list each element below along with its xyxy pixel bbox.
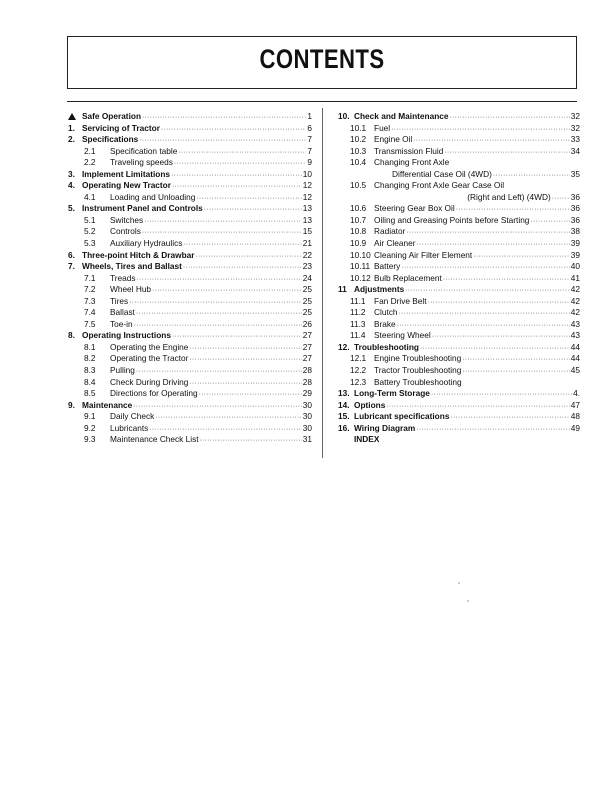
toc-entry-page: 9 (307, 157, 312, 168)
toc-entry-label: Controls (110, 226, 141, 237)
toc-entry-label: Wiring Diagram (354, 422, 416, 433)
toc-entry-label: Engine Troubleshooting (374, 353, 462, 364)
toc-entry-page: 36 (570, 203, 580, 214)
toc-entry-label: Auxiliary Hydraulics (110, 238, 183, 249)
toc-entry (68, 411, 312, 423)
toc-entry-label: Traveling speeds (110, 157, 173, 168)
toc-entry-label: Operating the Tractor (110, 353, 189, 364)
toc-entry-number: 9. (68, 399, 75, 410)
toc-entry-label: Differential Case Oil (4WD) (392, 168, 492, 179)
toc-entry-label: Three-point Hitch & Drawbar (82, 249, 195, 260)
toc-entry-number: 10.7 (350, 214, 367, 225)
toc-entry-number: 10.1 (350, 122, 367, 133)
toc-entry-label: Fan Drive Belt (374, 295, 427, 306)
toc-entry-page: 30 (302, 399, 312, 410)
toc-entry-number: 11 (338, 284, 347, 295)
toc-entry-page: 48 (570, 411, 580, 422)
toc-entry-page: 25 (302, 307, 312, 318)
toc-entry-number: 7.2 (84, 284, 96, 295)
toc-entry (68, 353, 312, 365)
toc-entry (68, 342, 312, 354)
toc-entry-page: 35 (570, 168, 580, 179)
toc-entry-label: Implement Limitations (82, 168, 171, 179)
toc-entry-page: 45 (570, 365, 580, 376)
toc-entry-label: Brake (374, 318, 396, 329)
toc-entry-number: 2.1 (84, 145, 96, 156)
toc-entry (68, 273, 312, 285)
toc-entry (338, 250, 580, 262)
toc-entry (68, 226, 312, 238)
toc-entry-number: 8.1 (84, 341, 96, 352)
toc-entry-page: 7 (307, 134, 312, 145)
toc-entry (338, 111, 580, 123)
toc-entry-label: Tractor Troubleshooting (374, 365, 462, 376)
toc-entry-number: 7. (68, 261, 75, 272)
toc-entry (338, 400, 580, 412)
toc-entry-page: 33 (570, 134, 580, 145)
toc-entry-label: Maintenance Check List (110, 434, 199, 445)
toc-entry-number: 14. (338, 399, 350, 410)
toc-entry-page: 21 (302, 238, 312, 249)
toc-entry (338, 388, 580, 400)
toc-entry (338, 180, 580, 192)
toc-entry-label: Battery (374, 261, 401, 272)
toc-entry-page: 49 (570, 422, 580, 433)
toc-entry-page: 36 (570, 214, 580, 225)
toc-entry-page: 39 (570, 249, 580, 260)
toc-entry-page: 15 (302, 226, 312, 237)
toc-entry-page: 28 (302, 376, 312, 387)
toc-entry-number: 1. (68, 122, 75, 133)
toc-entry (68, 261, 312, 273)
toc-entry (68, 238, 312, 250)
toc-entry (338, 146, 580, 158)
toc-entry (338, 273, 580, 285)
toc-entry-number: 11.3 (350, 318, 366, 329)
toc-entry-number: 10.6 (350, 203, 367, 214)
toc-entry (68, 365, 312, 377)
toc-entry-number: 5.3 (84, 238, 96, 249)
toc-entry-label: Cleaning Air Filter Element (374, 249, 473, 260)
toc-entry (338, 261, 580, 273)
toc-entry (68, 284, 312, 296)
toc-entry (68, 307, 312, 319)
toc-entry-number: 2. (68, 134, 75, 145)
toc-entry-page: 44 (570, 341, 580, 352)
toc-entry-page: 43 (570, 330, 580, 341)
toc-entry (68, 157, 312, 169)
toc-entry-number: 8. (68, 330, 75, 341)
toc-entry-number: 10. (338, 111, 350, 121)
toc-entry (68, 203, 312, 215)
toc-entry-number: 13. (338, 388, 350, 399)
toc-entry-number: 12.3 (350, 376, 367, 387)
toc-entry-label: Treads (110, 272, 136, 283)
toc-entry-label: Troubleshooting (354, 341, 419, 352)
toc-entry-number: 9.2 (84, 422, 96, 433)
toc-entry (338, 423, 580, 435)
toc-entry-label: Ballast (110, 307, 135, 318)
toc-entry (338, 330, 580, 342)
toc-entry-number: 10.11 (350, 261, 371, 272)
toc-entry-number: 8.2 (84, 353, 96, 364)
toc-entry-label: Operating New Tractor (82, 180, 171, 191)
toc-entry (68, 388, 312, 400)
toc-entry (338, 203, 580, 215)
toc-entry-label: Daily Check (110, 411, 155, 422)
toc-left-column (68, 111, 312, 446)
toc-entry-number: 12.2 (350, 365, 367, 376)
toc-entry (68, 250, 312, 262)
toc-entry-label: Steering Gear Box Oil (374, 203, 455, 214)
toc-entry-label: Safe Operation (82, 111, 142, 121)
toc-entry-label: Steering Wheel (374, 330, 431, 341)
toc-entry-page: 43 (570, 318, 580, 329)
toc-entry-label: Fuel (374, 122, 391, 133)
toc-entry-page: 27 (302, 330, 312, 341)
toc-entry-label: Specifications (82, 134, 139, 145)
toc-entry-page: 41 (570, 272, 580, 283)
toc-entry (68, 111, 312, 123)
toc-entry (68, 134, 312, 146)
toc-entry (338, 226, 580, 238)
toc-entry-number (68, 111, 82, 123)
toc-entry (338, 307, 580, 319)
toc-entry-number: 8.3 (84, 365, 96, 376)
toc-entry-page: 42 (570, 295, 580, 306)
toc-entry-number: 5.2 (84, 226, 96, 237)
toc-entry-page: 13 (302, 203, 312, 214)
toc-entry (338, 157, 580, 169)
toc-entry-page: 1 (307, 111, 312, 121)
toc-entry-number: 10.4 (350, 157, 367, 168)
toc-entry-label: Tires (110, 295, 129, 306)
toc-entry (338, 319, 580, 331)
toc-entry-label: Adjustments (354, 284, 405, 295)
toc-entry-page: 28 (302, 365, 312, 376)
toc-entry-label: Specification table (110, 145, 178, 156)
toc-entry-number: 16. (338, 422, 350, 433)
toc-entry-page: 29 (302, 388, 312, 399)
toc-entry (68, 169, 312, 181)
toc-entry (338, 434, 580, 446)
toc-entry-page: 42 (570, 307, 580, 318)
toc-entry-number: 3. (68, 168, 75, 179)
toc-entry-page: 30 (302, 422, 312, 433)
toc-entry-number: 10.8 (350, 226, 367, 237)
toc-entry-number: 11.4 (350, 330, 366, 341)
toc-entry-page: 12 (302, 191, 312, 202)
toc-entry-number: 10.3 (350, 145, 367, 156)
toc-entry-number: 7.4 (84, 307, 96, 318)
toc-entry-page: 30 (302, 411, 312, 422)
toc-entry-page: 27 (302, 353, 312, 364)
toc-entry-label: Radiator (374, 226, 406, 237)
toc-entry-number: 9.1 (84, 411, 96, 422)
toc-entry-page: 36 (570, 191, 580, 202)
toc-entry-page: 10 (302, 168, 312, 179)
toc-entry (338, 365, 580, 377)
toc-entry-label: Loading and Unloading (110, 191, 196, 202)
toc-entry-label: Changing Front Axle Gear Case Oil (374, 180, 505, 191)
toc-entry-page: 24 (302, 272, 312, 283)
toc-entry-label: Engine Oil (374, 134, 413, 145)
toc-entry-label: Options (354, 399, 386, 410)
toc-entry-page: 42 (570, 284, 580, 295)
toc-entry (338, 215, 580, 227)
toc-entry-label: Operating the Engine (110, 341, 189, 352)
speck (467, 600, 469, 602)
toc-entry-page: 6 (307, 122, 312, 133)
toc-entry-page: 44 (570, 353, 580, 364)
toc-entry-label: Transmission Fluid (374, 145, 444, 156)
toc-entry-label: Long-Term Storage (354, 388, 430, 399)
toc-entry (338, 169, 580, 181)
toc-entry-number: 12. (338, 341, 350, 352)
toc-entry-label: Clutch (374, 307, 398, 318)
page-title: CONTENTS (259, 44, 385, 74)
toc-entry-page: 22 (302, 249, 312, 260)
toc-entry-number: 7.5 (84, 318, 96, 329)
toc-entry-number: 4. (68, 180, 75, 191)
toc-entry-page: 7 (307, 145, 312, 156)
toc-entry-number: 4.1 (84, 191, 96, 202)
toc-entry-label: Wheels, Tires and Ballast (82, 261, 182, 272)
toc-entry-label: Battery Troubleshooting (374, 376, 462, 387)
toc-entry-label: Toe-in (110, 318, 133, 329)
toc-entry (68, 330, 312, 342)
toc-entry-page: 38 (570, 226, 580, 237)
toc-entry (338, 353, 580, 365)
toc-entry-number: 12.1 (350, 353, 367, 364)
toc-entry (68, 296, 312, 308)
toc-entry-page: 25 (302, 284, 312, 295)
toc-entry-page: 13 (302, 214, 312, 225)
toc-entry-label: Switches (110, 214, 144, 225)
toc-entry-page: 32 (570, 111, 580, 121)
toc-entry (68, 400, 312, 412)
toc-entry (68, 192, 312, 204)
toc-entry-number: 11.1 (350, 295, 366, 306)
toc-entry-number: 5. (68, 203, 75, 214)
toc-entry-page: 4. (573, 388, 580, 399)
toc-entry-number: 10.9 (350, 238, 367, 249)
warning-triangle-icon (68, 113, 76, 120)
toc-entry (338, 377, 580, 389)
toc-entry-page: 32 (570, 122, 580, 133)
title-box (67, 36, 577, 89)
toc-entry-page: 23 (302, 261, 312, 272)
toc-entry-number: 10.10 (350, 249, 371, 260)
toc-right-column (338, 111, 580, 446)
toc-entry (338, 123, 580, 135)
toc-entry-label: Check and Maintenance (354, 111, 449, 121)
toc-entry-number: 7.1 (84, 272, 96, 283)
toc-entry (68, 319, 312, 331)
toc-entry-page: 31 (302, 434, 312, 445)
toc-entry-label: Lubricants (110, 422, 149, 433)
toc-entry (68, 423, 312, 435)
toc-entry-number: 8.5 (84, 388, 96, 399)
toc-entry-page: 40 (570, 261, 580, 272)
toc-entry-number: 15. (338, 411, 350, 422)
toc-entry (338, 284, 580, 296)
toc-entry (68, 377, 312, 389)
toc-entry (68, 434, 312, 446)
toc-entry-page: 39 (570, 238, 580, 249)
toc-entry (338, 411, 580, 423)
toc-entry-number: 7.3 (84, 295, 96, 306)
toc-entry (68, 123, 312, 135)
toc-entry-number: 5.1 (84, 214, 96, 225)
toc-entry-number: 2.2 (84, 157, 96, 168)
toc-entry-number: 11.2 (350, 307, 366, 318)
toc-entry-page: 26 (302, 318, 312, 329)
toc-entry-label: Check During Driving (110, 376, 189, 387)
column-divider (322, 108, 323, 458)
toc-entry-number: 10.2 (350, 134, 367, 145)
toc-entry-label: Bulb Replacement (374, 272, 442, 283)
toc-entry-label: Air Cleaner (374, 238, 416, 249)
toc-entry-number: 10.12 (350, 272, 371, 283)
toc-entry-label: Changing Front Axle (374, 157, 450, 168)
toc-entry-label: Servicing of Tractor (82, 122, 160, 133)
toc-entry (338, 238, 580, 250)
toc-entry-page: 25 (302, 295, 312, 306)
toc-entry-page: 27 (302, 341, 312, 352)
toc-entry-label: Pulling (110, 365, 135, 376)
toc-entry-label: Wheel Hub (110, 284, 152, 295)
toc-entry (338, 296, 580, 308)
toc-entry-label: Oiling and Greasing Points before Starting (374, 214, 530, 225)
toc-entry-label: Directions for Operating (110, 388, 198, 399)
toc-entry (68, 146, 312, 158)
speck (458, 582, 460, 584)
toc-entry-label: Lubricant specifications (354, 411, 450, 422)
toc-entry-number: 9.3 (84, 434, 96, 445)
dot-leader (200, 435, 302, 447)
toc-entry (338, 192, 580, 204)
toc-entry (68, 180, 312, 192)
toc-entry-label: (Right and Left) (4WD) (467, 191, 551, 202)
toc-entry-page: 12 (302, 180, 312, 191)
toc-entry-number: 10.5 (350, 180, 367, 191)
toc-entry-label: Maintenance (82, 399, 133, 410)
toc-entry-number: 8.4 (84, 376, 96, 387)
toc-entry (338, 134, 580, 146)
toc-entry-number: 6. (68, 249, 75, 260)
toc-entry (68, 215, 312, 227)
toc-entry-label: Operating Instructions (82, 330, 171, 341)
toc-entry-label: Instrument Panel and Controls (82, 203, 203, 214)
toc-entry-page: 47 (570, 399, 580, 410)
toc-entry (338, 342, 580, 354)
header-rule (67, 101, 577, 102)
toc-entry-page: 34 (570, 145, 580, 156)
toc-entry-label: INDEX (354, 434, 380, 445)
